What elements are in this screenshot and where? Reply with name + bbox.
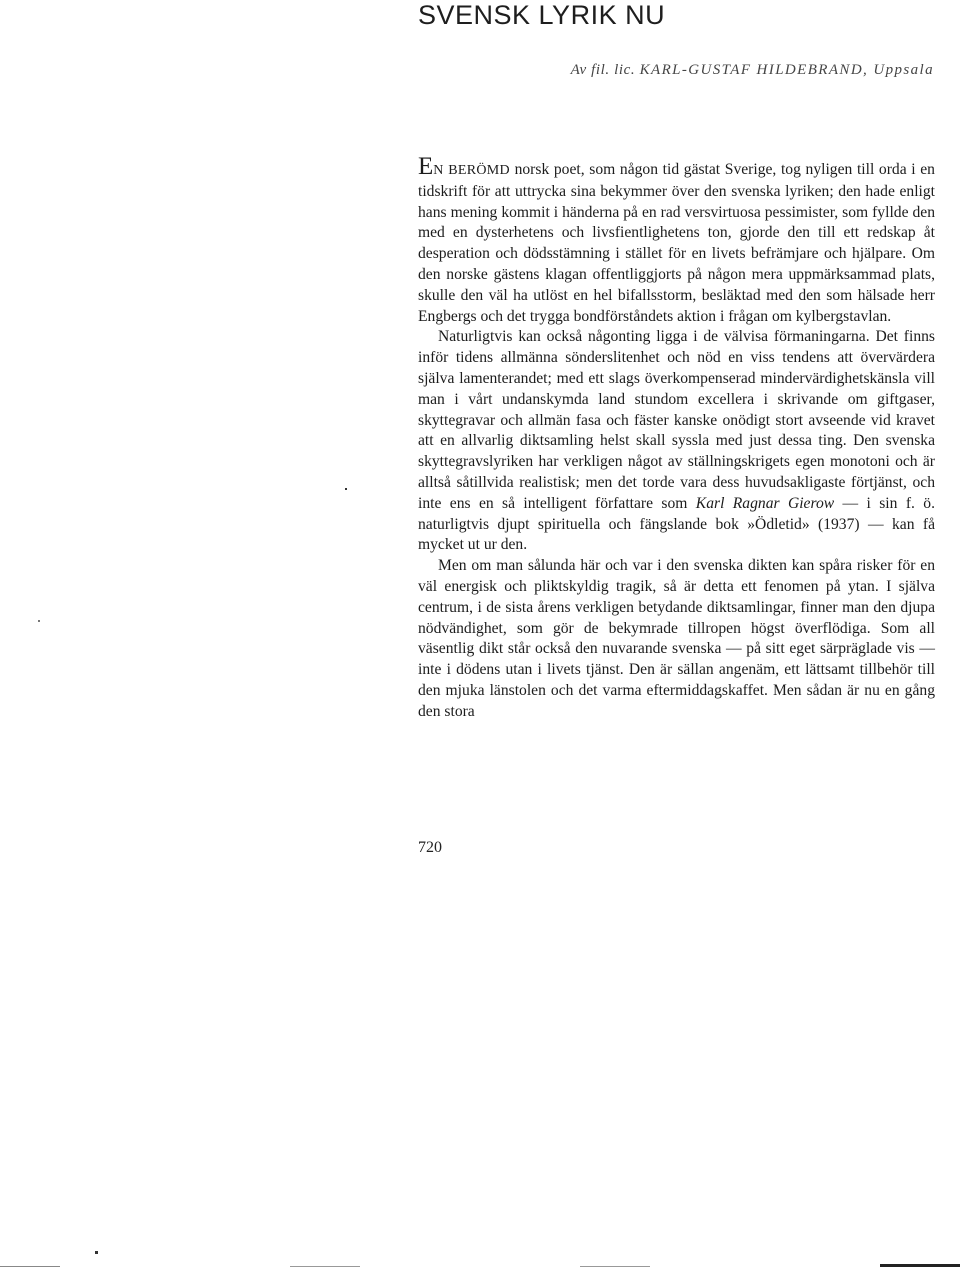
paragraph-2-text: Naturligtvis kan också någonting ligga i de välvisa förmaningarna. Det finns inför tidens allmänna sönderslitenhet och nöd en viss tendens att övervärdera själva lamenterandet; med ett slags överkompenserad mindervärdighetskänsla vill man i vårt undanskymda land stundom excellera i skrivande om giftgaser, skyttegravar och allmän fasa och fäster kanske onödigt stort avseende vid kravet att en allvarlig diktsamling helst skall syssla med just dessa ting. Den svenska skyttegravslyriken har verkligen något av ställningskrigets egen monotoni och är alltså såtillvida realistisk; men det torde vara dess huvudsakligaste förtjänst, och inte ens en så intelligent författare som [418,328,935,512]
bottom-edge-line [580,1266,650,1267]
byline [571,60,934,80]
paragraph-3 [418,556,935,722]
page-number: 720 [418,839,442,856]
article-body [418,153,935,723]
article-title: SVENSK LYRIK NU [418,0,666,30]
scan-speck [345,488,347,490]
paragraph-3-text: Men om man sålunda här och var i den svenska dikten kan spåra risker för en väl energisk och pliktskyldig tragik, så är detta ett fenomen på ytan. I själva centrum, i de sista årens verkligen betydande diktsamlingar, finner man den djupa nödvändighet, som gör de bekymrade tillropen högst överflödiga. Som all väsentlig dikt står också den nuvarande svenska — på sitt eget särpräglade vis — inte i dödens utan i livets tjänst. Den är sällan angenäm, ett lättsamt tillbehör till den mjuka länstolen och det varma eftermiddagskaffet. Men sådan är nu en gång den stora [418,557,935,720]
drop-cap: E [418,153,434,180]
paragraph-2-text-after: — i sin f. ö. naturligtvis djupt spirituella och fängslande bok »Ödletid» (1937) — kan få mycket ut ur den. [418,494,935,554]
author-name-italic: Karl Ragnar Gierow [695,494,835,512]
lead-in: N BERÖMD [433,163,510,178]
paragraph-2 [418,327,935,556]
scan-speck [38,620,40,622]
scan-speck [95,1251,98,1254]
bottom-edge-line [0,1266,60,1267]
paragraph-1 [418,153,935,327]
paragraph-1-text: norsk poet, som någon tid gästat Sverige, tog nyligen till orda i en tidskrift för att uttrycka sina bekymmer över den svenska lyriken; den hade enligt hans mening kommit i händerna på en rad versvirtuosa pessimister, som fyllde den med en dysterhetens och livsfientlighetens ton, gjorde den till ett redskap åt desperation och dödsstämning i stället för en livets befrämjare och hjälpare. Om den norske gästens klagan offentliggjorts på någon mera uppmärksammad plats, skulle den väl ha utlöst en hel bifallsstorm, besläktad med den som hälsade herr Engbergs och det trygga bondförståndets aktion i frågan om kylbergstavlan. [418,161,935,325]
byline-prefix: Av fil. lic. [570,62,636,78]
bottom-edge-line [290,1266,360,1267]
bottom-edge-line [880,1264,960,1267]
byline-author: KARL-GUSTAF HILDEBRAND, Uppsala [639,62,934,78]
